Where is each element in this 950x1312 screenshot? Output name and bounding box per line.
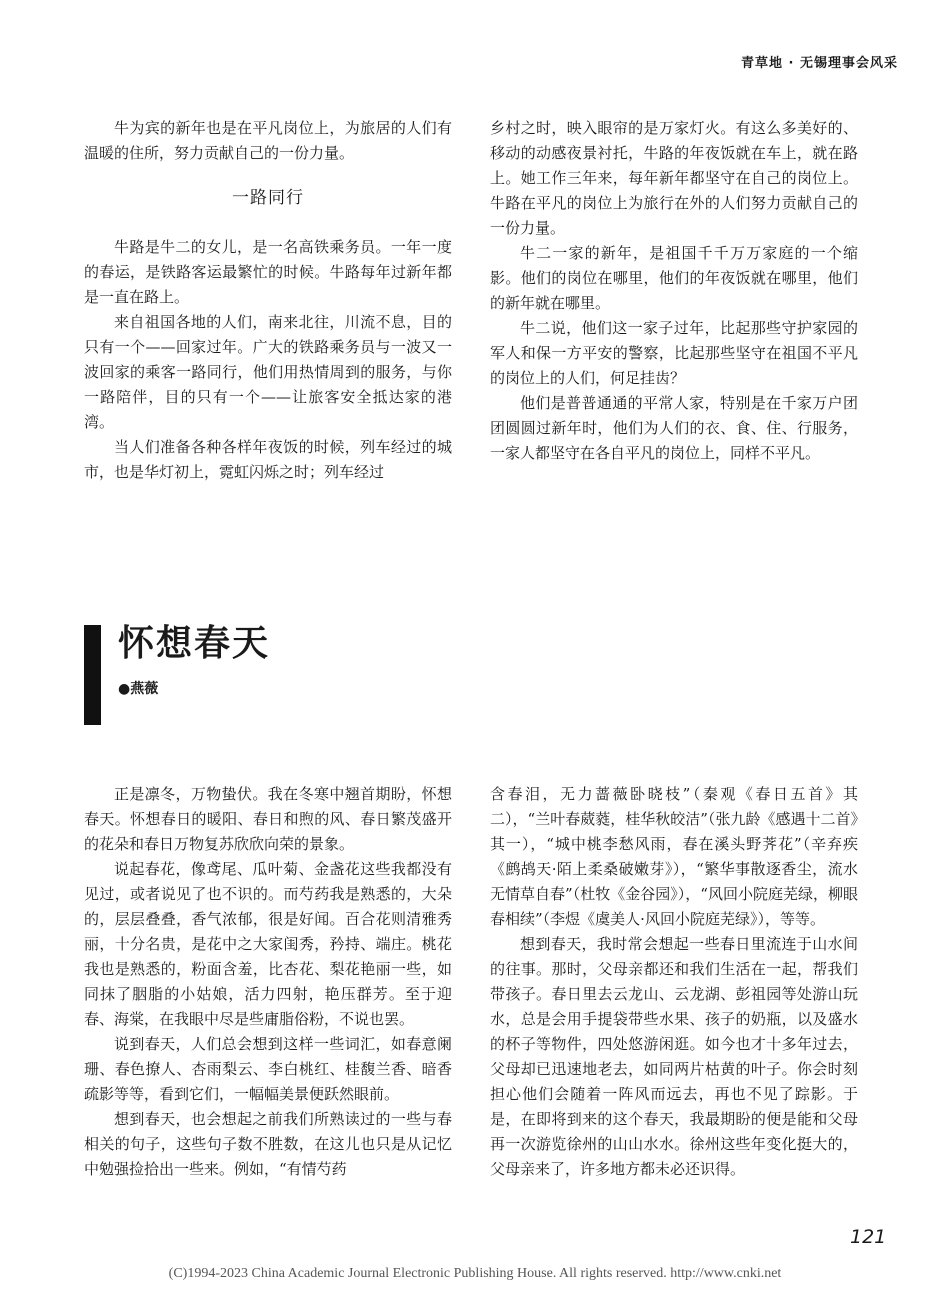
article1-left-column [84, 116, 452, 485]
paragraph: 牛为宾的新年也是在平凡岗位上，为旅居的人们有温暖的住所，努力贡献自己的一份力量。 [84, 119, 452, 162]
paragraph: 说到春天，人们总会想到这样一些词汇，如春意阑珊、春色撩人、杏雨梨云、李白桃红、桂馥兰香、暗香疏影等等，看到它们，一幅幅美景便跃然眼前。 [84, 1035, 452, 1103]
subheading: 一路同行 [232, 188, 304, 208]
article-title: 怀想春天 [118, 622, 271, 664]
paragraph: 正是凛冬，万物蛰伏。我在冬寒中翘首期盼，怀想春天。怀想春日的暖阳、春日和煦的风、春日繁茂盛开的花朵和春日万物复苏欣欣向荣的景象。 [84, 785, 452, 853]
section-header: 青草地 · 无锡理事会风采 [741, 56, 898, 71]
paragraph-continued: 乡村之时，映入眼帘的是万家灯火。有这么多美好的、移动的动感夜景衬托，牛路的年夜饭就在车上，就在路上。她工作三年来，每年新年都坚守在自己的岗位上。牛路在平凡的岗位上为旅行在外的人们努力贡献自己的一份力量。 [490, 119, 858, 237]
copyright-notice: (C)1994-2023 China Academic Journal Electronic Publishing House. All rights reserved. http://www.cnki.net [168, 1266, 782, 1281]
article2-right-column [490, 782, 858, 1182]
paragraph: 来自祖国各地的人们，南来北往，川流不息，目的只有一个——回家过年。广大的铁路乘务员与一波又一波回家的乘客一路同行，他们用热情周到的服务，与你一路陪伴，目的只有一个——让旅客安全抵达家的港湾。 [84, 313, 452, 431]
paragraph: 牛二说，他们这一家子过年，比起那些守护家园的军人和保一方平安的警察，比起那些坚守在祖国不平凡的岗位上的人们，何足挂齿？ [490, 319, 858, 387]
paragraph: 牛二一家的新年，是祖国千千万万家庭的一个缩影。他们的岗位在哪里，他们的年夜饭就在哪里，他们的新年就在哪里。 [490, 244, 858, 312]
article1-right-column [490, 116, 858, 466]
article2-left-column [84, 782, 452, 1182]
page-number: 121 [850, 1226, 887, 1248]
paragraph: 当人们准备各种各样年夜饭的时候，列车经过的城市，也是华灯初上，霓虹闪烁之时；列车经过 [84, 438, 452, 481]
author-byline: ●燕薇 [118, 681, 159, 697]
paragraph: 想到春天，也会想起之前我们所熟读过的一些与春相关的句子，这些句子数不胜数，在这儿也只是从记忆中勉强捡拾出一些来。例如，“有情芍药 [84, 1110, 452, 1178]
paragraph-continued: 含春泪，无力蔷薇卧晓枝”（秦观《春日五首》其二），“兰叶春葳蕤，桂华秋皎洁”（张九龄《感遇十二首》其一），“城中桃李愁风雨，春在溪头野荠花”（辛弃疾《鹧鸪天·陌上柔桑破嫩芽》），“繁华事散逐香尘，流水无情草自春”（杜牧《金谷园》），“风回小院庭芜绿，柳眼春相续”（李煜《虞美人·风回小院庭芜绿》），等等。 [490, 785, 858, 928]
title-accent-bar [84, 625, 101, 725]
paragraph: 他们是普普通通的平常人家，特别是在千家万户团团圆圆过新年时，他们为人们的衣、食、住、行服务，一家人都坚守在各自平凡的岗位上，同样不平凡。 [490, 394, 858, 462]
paragraph: 想到春天，我时常会想起一些春日里流连于山水间的往事。那时，父母亲都还和我们生活在一起，帮我们带孩子。春日里去云龙山、云龙湖、彭祖园等处游山玩水，总是会用手提袋带些水果、孩子的奶瓶，以及盛水的杯子等物件，四处悠游闲逛。如今也才十多年过去，父母却已迅速地老去，如同两片枯黄的叶子。你会时刻担心他们会随着一阵风而远去，再也不见了踪影。于是，在即将到来的这个春天，我最期盼的便是能和父母再一次游览徐州的山山水水。徐州这些年变化挺大的，父母亲来了，许多地方都未必还识得。 [490, 935, 858, 1178]
paragraph: 说起春花，像鸢尾、瓜叶菊、金盏花这些我都没有见过，或者说见了也不识的。而芍药我是熟悉的，大朵的，层层叠叠，香气浓郁，很是好闻。百合花则清雅秀丽，十分名贵，是花中之大家闺秀，矜持、端庄。桃花我也是熟悉的，粉面含羞，比杏花、梨花艳丽一些，如同抹了胭脂的小姑娘，活力四射，艳压群芳。至于迎春、海棠，在我眼中尽是些庸脂俗粉，不说也罢。 [84, 860, 452, 1028]
paragraph: 牛路是牛二的女儿，是一名高铁乘务员。一年一度的春运，是铁路客运最繁忙的时候。牛路每年过新年都是一直在路上。 [84, 238, 452, 306]
